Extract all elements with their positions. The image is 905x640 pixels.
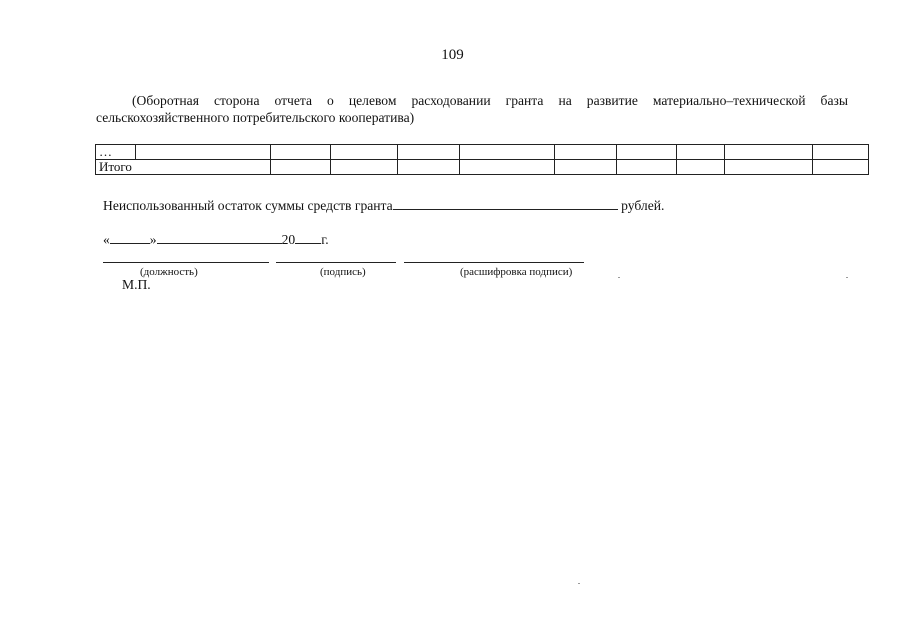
unused-balance-label: Неиспользованный остаток суммы средств гранта	[103, 198, 393, 213]
scan-speck	[618, 277, 620, 278]
table-cell	[460, 145, 555, 160]
signature-line	[276, 262, 396, 263]
table-cell	[398, 160, 460, 175]
currency-label: рублей.	[621, 198, 665, 213]
year-prefix: 20	[281, 232, 296, 247]
table-row-total	[96, 160, 869, 175]
table-cell	[617, 145, 677, 160]
position-caption: (должность)	[140, 266, 198, 278]
unused-balance-blank	[393, 197, 618, 210]
date-line	[103, 231, 329, 248]
day-blank	[110, 231, 150, 244]
signature-caption: (подпись)	[320, 266, 366, 278]
table-cell	[617, 160, 677, 175]
year-blank	[295, 231, 321, 244]
table-cell	[460, 160, 555, 175]
table-cell	[331, 145, 398, 160]
table-cell	[677, 145, 725, 160]
table-cell	[398, 145, 460, 160]
close-quote: »	[149, 232, 157, 247]
position-signature-line	[103, 262, 269, 263]
table-cell	[555, 145, 617, 160]
form-heading: (Оборотная сторона отчета о целевом расходовании гранта на развитие материально–технической базы сельскохозяйственного потребительского кооператива)	[96, 93, 848, 125]
year-suffix: г.	[321, 232, 329, 247]
scan-speck	[578, 583, 580, 584]
name-signature-line	[404, 262, 584, 263]
expense-table	[95, 144, 869, 175]
page-number: 109	[441, 47, 464, 63]
table-cell	[725, 160, 813, 175]
table-cell	[677, 160, 725, 175]
table-cell	[813, 160, 869, 175]
table-cell	[813, 145, 869, 160]
table-cell	[271, 145, 331, 160]
seal-label: М.П.	[122, 277, 151, 292]
table-cell-total-label: Итого	[96, 160, 271, 175]
table-row	[96, 145, 869, 160]
table-cell: …	[96, 145, 136, 160]
name-caption: (расшифровка подписи)	[460, 266, 573, 278]
unused-balance-line	[103, 197, 664, 214]
table-cell	[271, 160, 331, 175]
month-blank	[157, 231, 282, 244]
table-cell	[331, 160, 398, 175]
table-cell	[725, 145, 813, 160]
open-quote: «	[103, 232, 110, 247]
scan-speck	[846, 277, 848, 278]
table-cell	[555, 160, 617, 175]
table-cell	[136, 145, 271, 160]
